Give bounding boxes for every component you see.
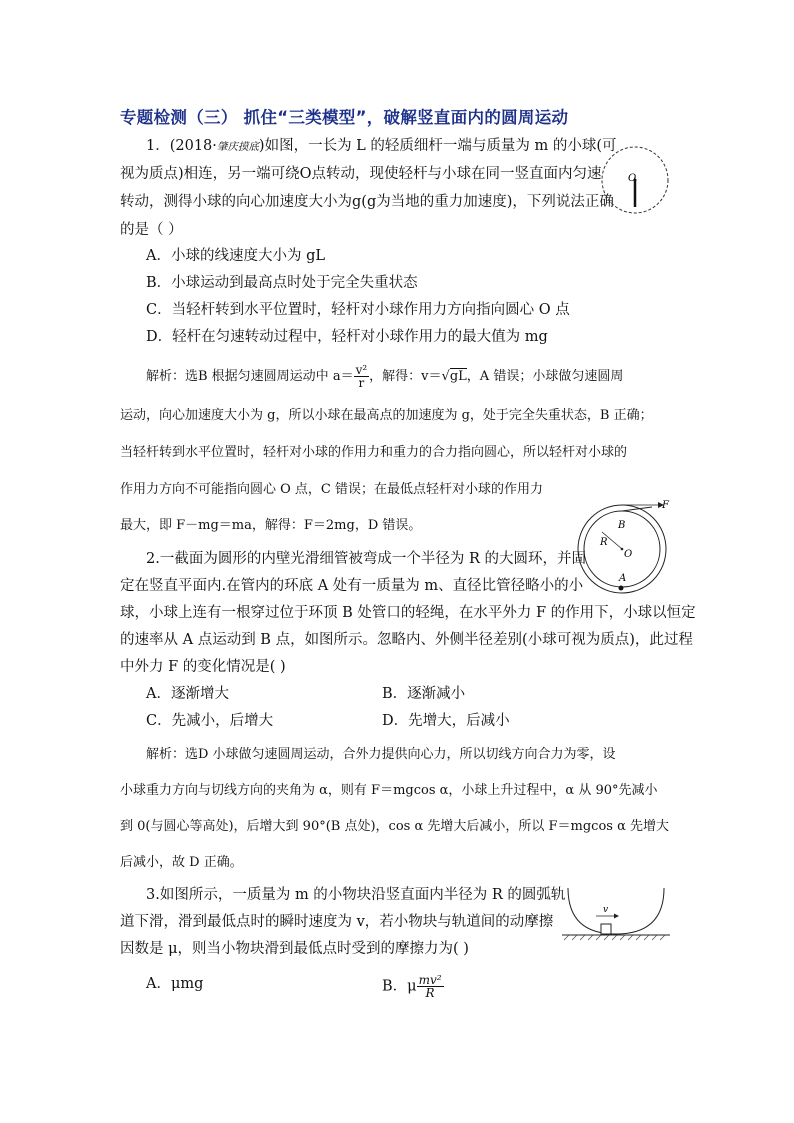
q3-line-1: 3.如图所示，一质量为 m 的小物块沿竖直面内半径为 R 的圆弧轨 [146, 887, 566, 903]
fraction-mv2-over-r [417, 974, 444, 999]
q2-option-c: C．先减小，后增大 [146, 713, 274, 729]
q1-source: 肇庆摸底 [216, 141, 259, 153]
q2-ring-diagram [574, 497, 674, 597]
q2-label-b: B [618, 520, 626, 531]
q1-prefix: 1．(2018· [146, 138, 217, 154]
q2-analysis-line-3: 到 0(与圆心等高处)，后增大到 90°(B 点处)，cos α 先增大后减小，所以 F＝mgcos α 先增大 [120, 819, 669, 834]
q2-analysis-line-2: 小球重力方向与切线方向的夹角为 α，则有 F＝mgcos α，小球上升过程中，α 从 90°先减小 [120, 783, 658, 798]
q1-analysis-text-a: 解析：选B 根据匀速圆周运动中 a＝ [146, 369, 354, 384]
sqrt-radicand: gL [449, 369, 467, 384]
q1-line-1 [146, 136, 617, 157]
q2-option-b: B．逐渐减小 [382, 686, 466, 702]
q1-line-3: 转动，测得小球的向心加速度大小为g(g为当地的重力加速度)，下列说法正确 [120, 194, 614, 210]
q3-line-2: 道下滑，滑到最低点时的瞬时速度为 v，若小物块与轨道间的动摩擦 [120, 914, 554, 930]
q1-option-b: B．小球运动到最高点时处于完全失重状态 [146, 275, 418, 291]
q1-analysis-text-b: ，解得：v＝ [369, 369, 442, 384]
q2-label-a: A [619, 573, 627, 584]
q1-analysis-line-5: 最大，即 F－mg＝ma，解得：F＝2mg，D 错误。 [120, 518, 422, 533]
q3-option-a: A．μmg [146, 976, 204, 992]
page-title: 专题检测（三） 抓住“三类模型”，破解竖直面内的圆周运动 [120, 108, 569, 127]
q2-label-o: O [624, 549, 633, 560]
fraction-denominator: r [358, 376, 365, 390]
q3-option-b-prefix: B．μ [382, 978, 417, 995]
q1-option-a: A．小球的线速度大小为 gL [146, 248, 325, 264]
q1-analysis-text-c: ，A 错误；小球做匀速圆周 [466, 369, 624, 384]
q1-line-2: 视为质点)相连，另一端可绕O点转动，现使轻杆与小球在同一竖直面内匀速 [120, 166, 602, 182]
q3-label-v: v [603, 905, 609, 915]
fraction-v2-over-r [354, 364, 370, 389]
q2-line-5: 中外力 F 的变化情况是( ) [120, 659, 286, 675]
q2-label-f: F [662, 500, 669, 511]
q3-option-b [382, 974, 444, 999]
q2-analysis-line-1: 解析：选D 小球做匀速圆周运动，合外力提供向心力，所以切线方向合力为零，设 [146, 747, 616, 762]
sqrt-sign-icon: √ [441, 369, 450, 384]
q1-circle-diagram [598, 143, 672, 217]
fraction-numerator: mv² [418, 973, 442, 987]
q3-track-diagram [558, 884, 674, 944]
q2-line-2: 定在竖直平面内.在管内的环底 A 处有一质量为 m、直径比管径略小的小 [120, 578, 584, 594]
q2-line-3: 球，小球上连有一根穿过位于环顶 B 处管口的轻绳，在水平外力 F 的作用下，小球以恒定 [120, 605, 696, 621]
q2-line-4: 的速率从 A 点运动到 B 点，如图所示。忽略内、外侧半径差别(小球可视为质点)，此过程 [120, 632, 693, 648]
q1-line-4: 的是（ ） [120, 222, 183, 238]
q1-analysis-line-1 [146, 364, 623, 389]
q2-line-1: 2.一截面为圆形的内壁光滑细管被弯成一个半径为 R 的大圆环，并固 [146, 551, 586, 567]
q2-analysis-line-4: 后减小，故 D 正确。 [120, 855, 243, 870]
q2-label-r: R [600, 537, 608, 548]
q1-analysis-line-2: 运动，向心加速度大小为 g，所以小球在最高点的加速度为 g，处于完全失重状态，B 正确； [120, 408, 653, 423]
q1-analysis-line-4: 作用力方向不可能指向圆心 O 点，C 错误；在最低点轻杆对小球的作用力 [120, 482, 544, 497]
fraction-denominator: R [425, 986, 435, 1000]
q1-option-c: C．当轻杆转到水平位置时，轻杆对小球作用力方向指向圆心 O 点 [146, 302, 570, 318]
fraction-numerator: v² [355, 363, 368, 377]
q1-option-d: D．轻杆在匀速转动过程中，轻杆对小球作用力的最大值为 mg [146, 329, 548, 345]
q2-option-d: D．先增大，后减小 [382, 713, 510, 729]
q1-line-1-rest: )如图，一长为 L 的轻质细杆一端与质量为 m 的小球(可 [258, 138, 617, 154]
q2-option-a: A．逐渐增大 [146, 686, 229, 702]
q3-line-3: 因数是 μ，则当小物块滑到最低点时受到的摩擦力为( ) [120, 941, 469, 957]
q1-diagram-o-label: O [628, 173, 637, 184]
q1-analysis-line-3: 当轻杆转到水平位置时，轻杆对小球的作用力和重力的合力指向圆心，所以轻杆对小球的 [120, 445, 628, 460]
